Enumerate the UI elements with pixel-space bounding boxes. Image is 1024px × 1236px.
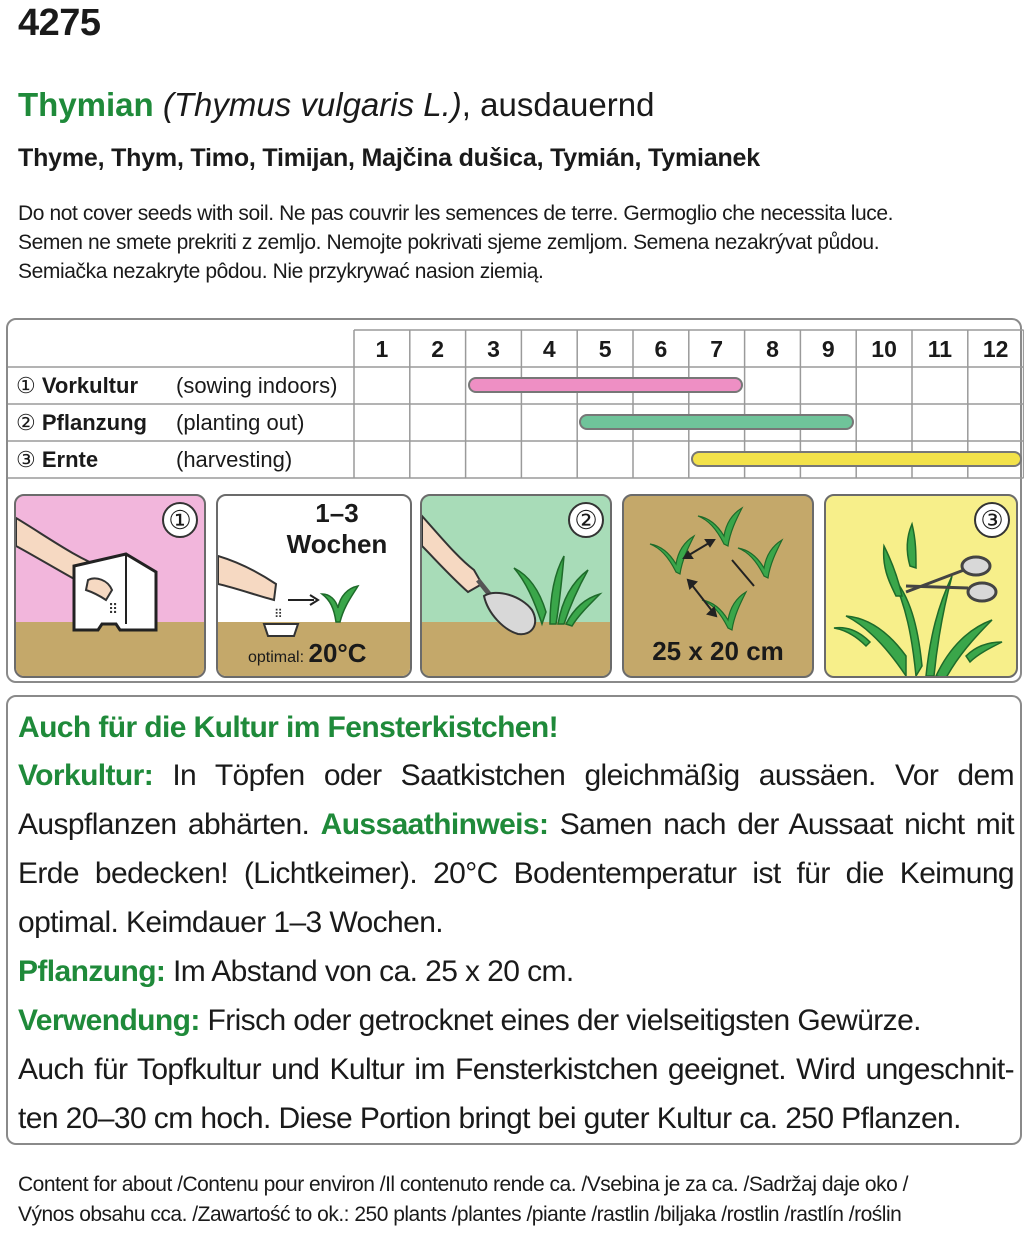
- period-bar: [691, 451, 1022, 467]
- info-line-6: [18, 996, 1014, 1045]
- panel-sowing-indoors: [14, 494, 206, 678]
- period-bar: [579, 414, 854, 430]
- content-line: Content for about /Contenu pour environ /Il contenuto rende ca. /Vsebina je za ca. /Sadržaj daje oko /: [18, 1173, 908, 1196]
- cover-line: Semen ne smete prekriti z zemljo. Nemojte pokrivati sjeme zemljom. Semena nezakrývat půdou.: [18, 231, 880, 254]
- info-line-1: [18, 751, 1014, 800]
- panel-germination: [216, 494, 412, 678]
- panel-harvest: [824, 494, 1018, 678]
- svg-text:⠿: ⠿: [274, 607, 283, 621]
- content-line: Výnos obsahu cca. /Zawartość to ok.: 250 plants /plantes /piante /rastlin /biljaka /rostlin /rastlín /roślin: [18, 1203, 902, 1226]
- latin-name: (Thymus vulgaris L.): [162, 86, 462, 123]
- info-text: Frisch oder getrocknet eines der vielseitigsten Gewürze.: [199, 1004, 921, 1037]
- product-title: [18, 86, 654, 124]
- info-heading-text: Auch für die Kultur im Fensterkistchen!: [18, 711, 559, 744]
- month-label: 2: [431, 336, 445, 362]
- panel-planting-out: [420, 494, 612, 678]
- month-label: 1: [375, 336, 389, 362]
- step-number-1: ①: [162, 502, 198, 538]
- translated-names: Thyme, Thym, Timo, Timijan, Majčina dušica, Tymián, Tymianek: [18, 144, 760, 172]
- germination-duration: [272, 498, 402, 560]
- info-text: Auch für Topfkultur und Kultur im Fensterkistchen geeignet. Wird ungeschnit-: [18, 1053, 1014, 1086]
- info-line-7: [18, 1045, 1014, 1094]
- cultivation-info: [6, 695, 1022, 1145]
- month-label: 6: [654, 336, 668, 362]
- info-text: Samen nach der Aussaat nicht mit: [548, 808, 1014, 841]
- info-text: ten 20–30 cm hoch. Diese Portion bringt bei guter Kultur ca. 250 Pflanzen.: [18, 1102, 961, 1135]
- duration-unit: Wochen: [286, 529, 388, 559]
- cover-line: Semiačka nezakryte pôdou. Nie przykrywać nasion ziemią.: [18, 260, 544, 283]
- cover-line: Do not cover seeds with soil. Ne pas couvrir les semences de terre. Germoglio che necessita luce.: [18, 202, 894, 225]
- info-text: Erde bedecken! (Lichtkeimer). 20°C Bodentemperatur ist für die Keimung: [18, 857, 1014, 890]
- row-label-harvest: [16, 447, 293, 473]
- keyword-verwendung: Verwendung:: [18, 1004, 200, 1037]
- month-label: 5: [598, 336, 612, 362]
- info-text: Auspflanzen abhärten.: [18, 808, 321, 841]
- row-title: Pflanzung: [41, 410, 147, 435]
- info-line-8: [18, 1094, 1014, 1143]
- month-label: 10: [871, 336, 897, 362]
- month-label: 4: [542, 336, 556, 362]
- month-label: 3: [487, 336, 500, 362]
- row-number: ①: [16, 373, 36, 398]
- sowing-calendar: [6, 318, 1022, 683]
- content-amount: [18, 1170, 908, 1230]
- row-translation: (sowing indoors): [176, 373, 338, 398]
- cover-instructions: [18, 199, 1008, 286]
- row-number: ③: [16, 447, 36, 472]
- title-suffix: , ausdauernd: [461, 86, 655, 123]
- product-name: Thymian: [18, 86, 154, 123]
- row-title: Vorkultur: [41, 373, 139, 398]
- svg-text:⠿: ⠿: [108, 602, 119, 618]
- keyword-pflanzung: Pflanzung:: [18, 955, 166, 988]
- row-title: Ernte: [41, 447, 99, 472]
- duration-value: 1–3: [315, 498, 359, 528]
- month-label: 7: [710, 336, 724, 362]
- info-text: optimal. Keimdauer 1–3 Wochen.: [18, 906, 444, 939]
- info-text: In Töpfen oder Saatkistchen gleichmäßig aussäen. Vor dem: [153, 759, 1014, 792]
- info-text: Im Abstand von ca. 25 x 20 cm.: [165, 955, 574, 988]
- keyword-aussaathinweis: Aussaathinweis:: [320, 808, 549, 841]
- info-line-2: [18, 800, 1014, 849]
- info-line-4: [18, 898, 1014, 947]
- period-bar: [468, 377, 743, 393]
- spacing-label: 25 x 20 cm: [652, 636, 784, 666]
- row-translation: (planting out): [176, 410, 305, 435]
- row-number: ②: [16, 410, 36, 435]
- month-label: 12: [982, 336, 1009, 362]
- info-heading: [18, 703, 1014, 752]
- optimal-temperature: [248, 638, 388, 669]
- month-label: 11: [927, 336, 953, 362]
- row-translation: (harvesting): [176, 447, 293, 472]
- row-label-planting: [16, 410, 305, 436]
- month-label: 8: [766, 336, 779, 362]
- optimal-label: optimal:: [248, 649, 305, 666]
- keyword-vorkultur: Vorkultur:: [18, 759, 154, 792]
- info-line-5: [18, 947, 1014, 996]
- product-code: 4275: [18, 2, 101, 44]
- panel-spacing: [622, 494, 814, 678]
- info-line-3: [18, 849, 1014, 898]
- month-label: 9: [821, 336, 835, 362]
- temperature-value: 20°C: [308, 638, 367, 668]
- row-label-sowing: [16, 373, 338, 399]
- step-number-3: ③: [974, 502, 1010, 538]
- step-number-2: ②: [568, 502, 604, 538]
